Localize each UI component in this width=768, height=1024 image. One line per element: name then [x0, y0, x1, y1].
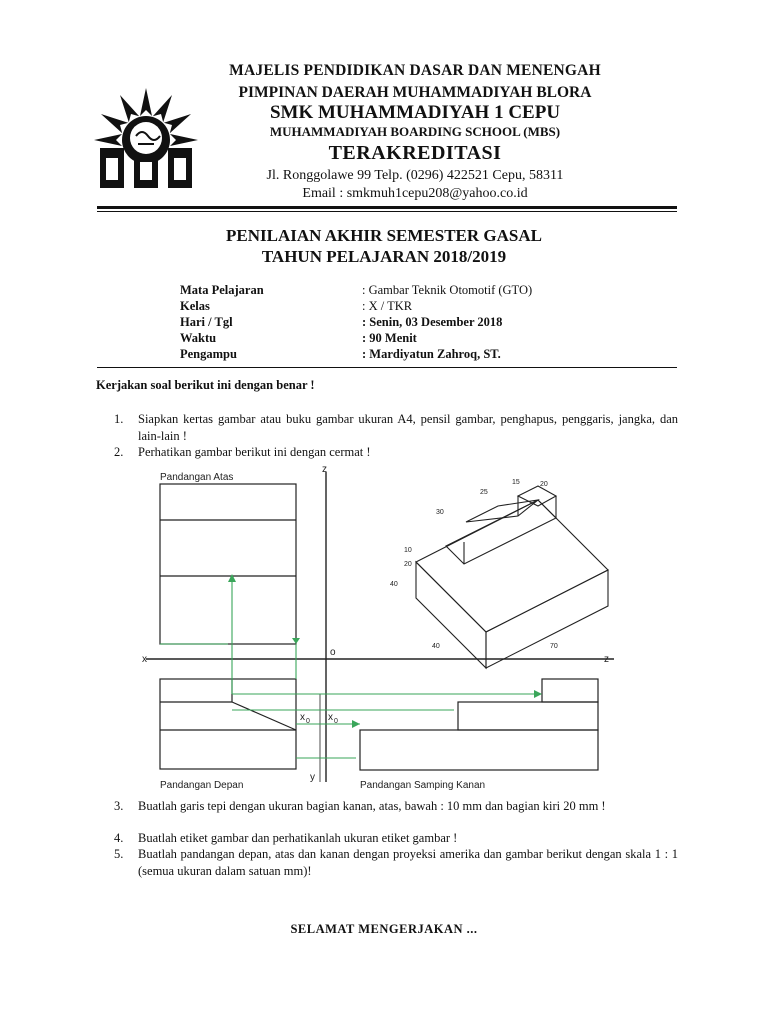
dim-label: 20: [540, 481, 548, 488]
origin-label: o: [330, 647, 336, 658]
info-value: : 90 Menit: [362, 331, 417, 345]
dim-label: 10: [404, 547, 412, 554]
dim-label: 30: [436, 509, 444, 516]
item-text: Buatlah pandangan depan, atas dan kanan dengan proyeksi amerika dan gambar berikut dengan skala 1 : 1 (semua ukuran dalam satuan mm)!: [138, 847, 678, 878]
info-key: Waktu: [180, 331, 217, 345]
side-view-outline: [360, 730, 598, 770]
item-number: 2.: [114, 445, 124, 459]
item-number: 4.: [114, 831, 124, 845]
isometric-view: [416, 486, 608, 668]
closing-text: SELAMAT MENGERJAKAN ...: [290, 922, 478, 936]
info-key: Kelas: [180, 299, 210, 313]
list-item: [114, 798, 678, 832]
dim-label: 70: [550, 643, 558, 650]
info-value: : Mardiyatun Zahroq, ST.: [362, 347, 501, 361]
info-key: Pengampu: [180, 347, 237, 361]
school-email: Email : smkmuh1cepu208@yahoo.co.id: [302, 186, 528, 201]
header-rule-thin: [97, 211, 677, 212]
item-text: Siapkan kertas gambar atau buku gambar ukuran A4, pensil gambar, penghapus, penggaris, jangka, dan lain-lain !: [138, 412, 678, 443]
axis-y-label: y: [310, 772, 315, 783]
axis-z-right-label: z: [604, 654, 609, 665]
exam-title: PENILAIAN AKHIR SEMESTER GASAL: [226, 226, 542, 245]
info-key: Hari / Tgl: [180, 315, 233, 329]
x0-right-sub: 0: [334, 718, 338, 725]
x0-left-label: x: [300, 712, 305, 723]
dim-label: 40: [390, 581, 398, 588]
item-number: 1.: [114, 412, 124, 426]
info-rule: [97, 367, 677, 368]
dim-label: 20: [404, 561, 412, 568]
axis-x-label: x: [142, 654, 147, 665]
info-value: : Senin, 03 Desember 2018: [362, 315, 503, 329]
exam-year: TAHUN PELAJARAN 2018/2019: [261, 247, 507, 266]
info-row: [0, 347, 768, 364]
front-view-outline: [160, 679, 296, 769]
front-view-label: Pandangan Depan: [160, 780, 244, 791]
item-text: Perhatikan gambar berikut ini dengan cermat !: [138, 445, 371, 459]
info-value: : Gambar Teknik Otomotif (GTO): [362, 283, 533, 297]
item-text: Buatlah etiket gambar dan perhatikanlah ukuran etiket gambar !: [138, 831, 458, 845]
info-row: [0, 283, 768, 300]
top-view-label: Pandangan Atas: [160, 472, 234, 483]
info-row: [0, 331, 768, 348]
x0-left-sub: 0: [306, 718, 310, 725]
list-item: [114, 444, 678, 461]
item-number: 3.: [114, 799, 124, 813]
header-line-1: MAJELIS PENDIDIKAN DASAR DAN MENENGAH: [229, 62, 601, 79]
projection-drawing: [138, 462, 628, 794]
info-row: [0, 315, 768, 332]
info-key: Mata Pelajaran: [180, 283, 264, 297]
list-item: [114, 846, 678, 880]
dim-label: 15: [512, 479, 520, 486]
info-value: : X / TKR: [362, 299, 413, 313]
list-item: [114, 830, 678, 847]
info-row: [0, 299, 768, 316]
school-name: SMK MUHAMMADIYAH 1 CEPU: [269, 102, 561, 123]
instruction: Kerjakan soal berikut ini dengan benar !: [96, 378, 315, 392]
list-item: [114, 411, 678, 445]
side-view-label: Pandangan Samping Kanan: [360, 780, 486, 791]
boarding-school: MUHAMMADIYAH BOARDING SCHOOL (MBS): [269, 124, 561, 139]
accreditation: TERAKREDITASI: [328, 142, 502, 164]
school-logo: [92, 86, 200, 194]
x0-right-label: x: [328, 712, 333, 723]
school-address: Jl. Ronggolawe 99 Telp. (0296) 422521 Cepu, 58311: [266, 168, 564, 183]
top-view-outline: [160, 484, 296, 644]
item-number: 5.: [114, 847, 124, 861]
axis-z-top-label: z: [322, 464, 327, 475]
item-text: Buatlah garis tepi dengan ukuran bagian kanan, atas, bawah : 10 mm dan bagian kiri 20 mm !: [138, 799, 606, 813]
dim-label: 40: [432, 643, 440, 650]
dim-label: 25: [480, 489, 488, 496]
header-line-2: PIMPINAN DAERAH MUHAMMADIYAH BLORA: [238, 84, 592, 101]
header-rule-thick: [97, 206, 677, 209]
